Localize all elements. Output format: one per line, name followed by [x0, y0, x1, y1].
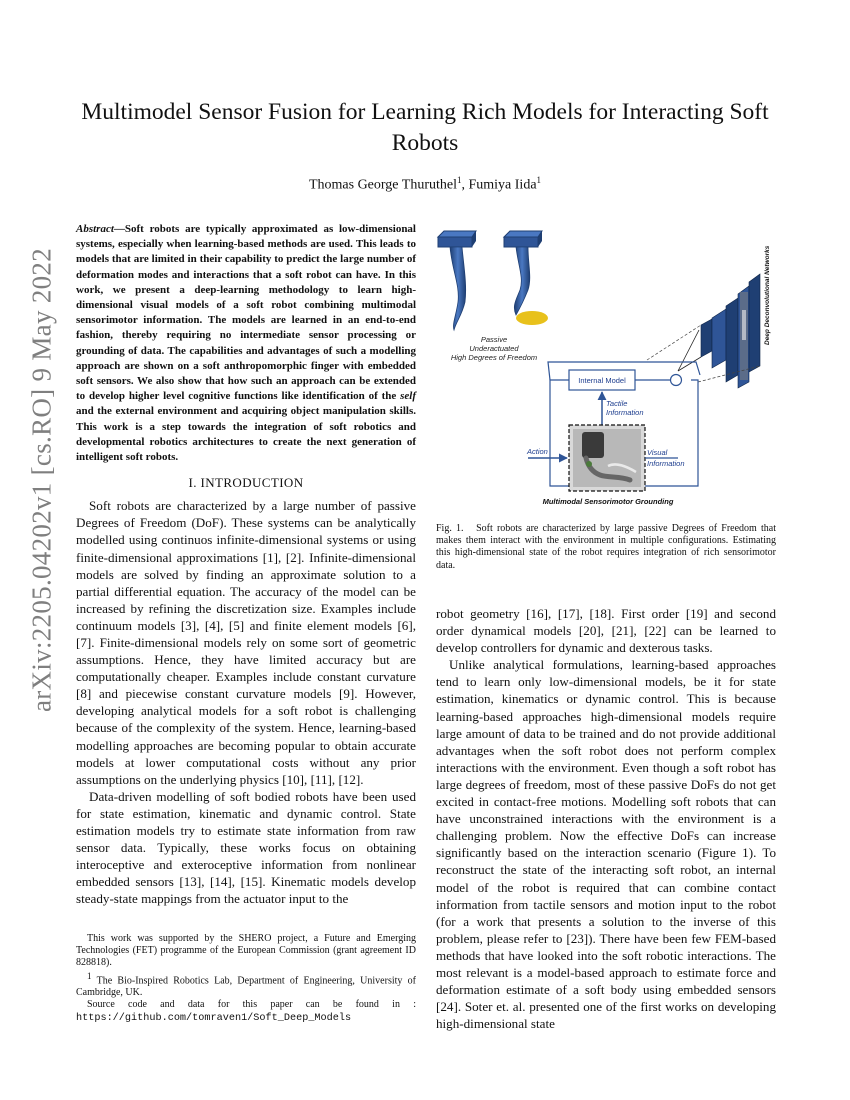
- figure-caption: [436, 523, 776, 572]
- figure-diagram: [436, 220, 776, 520]
- figure-1: [436, 220, 776, 520]
- affiliation-mark: 1: [87, 970, 92, 981]
- author-affiliation-mark: 1: [456, 175, 462, 185]
- passive-label: Passive: [480, 335, 508, 344]
- tactile-label: Tactile: [606, 399, 628, 408]
- network-label: Deep Deconvolutional Networks: [764, 245, 771, 345]
- right-column: [436, 605, 776, 1032]
- author-name: Thomas George Thuruthel: [308, 177, 457, 193]
- funding-footnote: This work was supported by the SHERO project, a Future and Emerging Technologies (FET) programme of the European Commission (grant agreement ID 828818).: [76, 933, 416, 969]
- body-paragraph: Unlike analytical formulations, learning-based approaches tend to learn only low-dimensional models, be it for state estimation, kinematics or dynamic control. This is because learning-based approaches high-dimensional models require large amount of data to be trained and do not provide additional advantages when the soft robot does not perform complex interactions with the environment. Even though a soft robot has large degrees of freedom, most of these passive DoFs do not get excited in contact-free motions. Modelling soft robots that can have unconstrained interactions with the environment is a challenging problem. Now the effective DoFs can increase significantly based on the interaction scenario (Figure 1). To reconstruct the state of the interacting soft robot, an internal model of the robot is required that can combine contact information from tactile sensors and motion input to the robot (for a work that presents a solution to the inverse of this problem, please refer to [23]). There have been few FEM-based methods that have looked into the soft robotic interactions. The most relevant is a model-based approach to estimate force and deformation estimate of a soft body using embedded sensors [24]. Soter et. al. presented one of the first works on developing high-dimensional state: [436, 657, 776, 1032]
- code-link[interactable]: https://github.com/tomraven1/Soft_Deep_Models: [76, 1012, 352, 1024]
- visual-label: Information: [647, 459, 685, 468]
- author-name: Fumiya Iida: [468, 177, 537, 193]
- abstract: [76, 222, 416, 465]
- abstract-self-word: self: [400, 390, 416, 403]
- left-column: [76, 222, 416, 908]
- finger-mount-right: [504, 231, 542, 247]
- arxiv-stamp: [6, 247, 78, 713]
- contact-object: [516, 311, 548, 325]
- abstract-dash: —: [113, 223, 125, 235]
- tactile-label: Information: [606, 408, 644, 417]
- code-footnote: [76, 999, 416, 1024]
- section-heading: I. INTRODUCTION: [188, 475, 304, 491]
- soft-finger-contact: [514, 247, 529, 315]
- grounding-label: Multimodal Sensorimotor Grounding: [542, 497, 674, 506]
- body-paragraph: Soft robots are characterized by a large number of passive Degrees of Freedom (DoF). These systems can be analytically modelled using continuos infinite-dimensional systems or using finite-dimensional approximations [1], [2]. Infinite-dimensional models are solved by finding an approximate solution to a partial differential equation. The accuracy of the model can be increased by refining the discretization size. Examples include continuum models [3], [4], [5] and finite element models [6], [7]. Finite-dimensional models rely on some sort of geometric assumptions. Hence, they have limited accuracy but are computationally cheaper. Examples include constant curvature [8] and piecewise constant curvature models [9]. However, developing analytical models for a soft robot is challenging because of the complexity of the system. Hence, learning-based modelling approaches are becoming popular to obtain accurate models at lower computational costs without any prior assumptions on the underlying physics [10], [11], [12].: [76, 498, 416, 787]
- robot-photo: [582, 432, 604, 458]
- author-separator: ,: [461, 177, 469, 193]
- footnotes: [76, 933, 416, 1025]
- internal-model-label: Internal Model: [578, 376, 626, 385]
- soft-finger-passive: [450, 247, 466, 330]
- passive-label: Underactuated: [469, 344, 519, 353]
- caption-label: Fig. 1.: [436, 523, 464, 534]
- abstract-text-end: and the external environment and acquiring object manipulation skills. This work is a step towards the integration of soft robotics and developmental robotics architectures to create the next generation of intelligent soft robots.: [76, 405, 416, 464]
- paper-title: Multimodel Sensor Fusion for Learning Rich Models for Interacting Soft Robots: [81, 99, 769, 156]
- affiliation-footnote: [76, 970, 416, 1000]
- body-paragraph: Data-driven modelling of soft bodied robots have been used for state estimation, kinematic and dynamic control. State estimation models try to estimate state information from raw sensor data. Typically, these works focus on obtaining interoceptive and exteroceptive information from nonlinear embedded sensors [13], [14], [15]. Kinematic models develop steady-state mappings from the actuator input to the: [76, 788, 416, 907]
- passive-label: High Degrees of Freedom: [450, 353, 538, 362]
- code-footnote-text: Source code and data for this paper can be found in :: [87, 999, 416, 1011]
- finger-mount-left: [438, 231, 476, 247]
- author-affiliation-mark: 1: [536, 175, 542, 185]
- affiliation-text: The Bio-Inspired Robotics Lab, Department of Engineering, University of Cambridge, UK.: [76, 974, 416, 999]
- deconv-network-stack: [701, 274, 760, 388]
- network-node: [671, 375, 682, 386]
- abstract-text: Soft robots are typically approximated as low-dimensional systems, especially when learning-based methods are used. This leads to models that are limited in their capability to predict the large number of deformation modes and interactions that a soft robot can have. In this work, we present a deep-learning methodology to learn high-dimensional visual models of a soft robot combining multimodal sensorimotor information. The models are learned in an end-to-end fashion, thereby requiring no intermediate sensor processing or grounding of data. The capabilities and advantages of such a modelling approach are shown on a soft anthropomorphic finger with embedded soft sensors. We also show that how such an approach can be extended to develop higher level cognitive functions like identification of the: [76, 223, 416, 403]
- visual-label: Visual: [647, 448, 668, 457]
- arxiv-id: arXiv:2205.04202v1 [cs.RO] 9 May 2022: [26, 247, 57, 713]
- caption-text: Soft robots are characterized by large passive Degrees of Freedom that makes them interact with the environment in multiple configurations. Estimating this high-dimensional state of the robot requires integration of rich sensorimotor data.: [436, 523, 776, 571]
- abstract-label: Abstract: [76, 223, 114, 235]
- body-paragraph: robot geometry [16], [17], [18]. First order [19] and second order dynamical models [20], [21], [22] can be learned to develop controllers for dynamic and dexterous tasks.: [436, 606, 776, 656]
- action-label: Action: [527, 447, 548, 456]
- author-list: [60, 175, 790, 194]
